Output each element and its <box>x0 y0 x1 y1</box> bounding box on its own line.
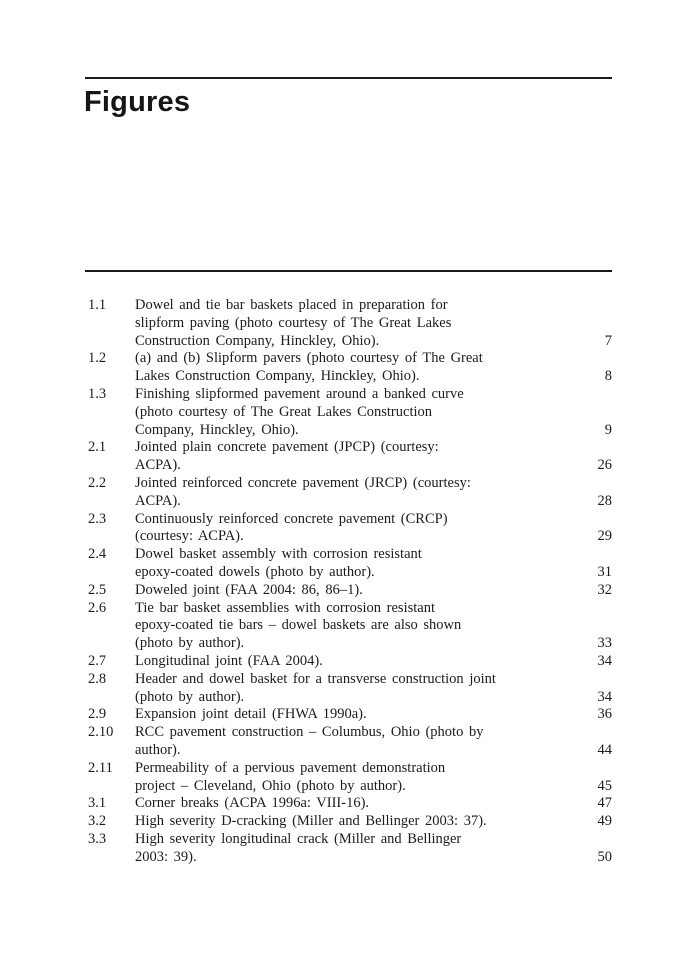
figure-caption: Finishing slipformed pavement around a banked curve (photo courtesy of The Great Lakes Construction Company, Hinckley, Ohio). <box>135 385 464 438</box>
figure-page-number: 49 <box>597 813 612 830</box>
figure-page-number: 32 <box>597 581 612 598</box>
figure-entry <box>88 760 612 796</box>
figure-caption: Dowel basket assembly with corrosion resistant epoxy-coated dowels (photo by author). <box>135 546 422 580</box>
figure-page-number: 34 <box>597 652 612 669</box>
figure-number: 1.3 <box>88 385 107 402</box>
figure-number: 3.3 <box>88 830 107 847</box>
figure-number: 2.5 <box>88 581 107 598</box>
figure-entry <box>88 350 612 386</box>
figure-caption: Jointed reinforced concrete pavement (JRCP) (courtesy: ACPA). <box>135 474 471 509</box>
figure-caption: Corner breaks (ACPA 1996a: VIII-16). <box>135 795 370 812</box>
figure-entry <box>88 653 612 671</box>
figure-caption: RCC pavement construction – Columbus, Ohio (photo by author). <box>135 724 484 758</box>
figure-caption: Tie bar basket assemblies with corrosion resistant epoxy-coated tie bars – dowel baskets are also shown (photo by author). <box>135 599 462 652</box>
figure-page-number: 29 <box>597 528 612 545</box>
figure-entry <box>88 475 612 511</box>
top-rule <box>85 77 612 79</box>
figure-number: 3.2 <box>88 813 107 830</box>
figure-page-number: 31 <box>597 563 612 580</box>
figure-page-number: 36 <box>597 706 612 723</box>
figure-caption: High severity longitudinal crack (Miller and Bellinger 2003: 39). <box>135 830 462 865</box>
figure-page-number: 28 <box>597 492 612 509</box>
figure-page-number: 9 <box>604 421 612 438</box>
figure-number: 1.2 <box>88 350 107 367</box>
figure-page-number: 50 <box>597 848 612 865</box>
figure-page-number: 8 <box>604 368 612 385</box>
figure-number: 2.8 <box>88 670 107 687</box>
figure-entry <box>88 813 612 831</box>
figure-page-number: 26 <box>597 457 612 474</box>
figure-caption: Expansion joint detail (FHWA 1990a). <box>135 706 367 723</box>
figure-caption: Permeability of a pervious pavement demonstration project – Cleveland, Ohio (photo by author). <box>135 759 446 794</box>
figure-page-number: 47 <box>597 795 612 812</box>
figure-caption: Continuously reinforced concrete pavement (CRCP) (courtesy: ACPA). <box>135 510 448 545</box>
figure-page-number: 7 <box>604 332 612 349</box>
figure-page-number: 34 <box>597 688 612 705</box>
figure-entry <box>88 511 612 547</box>
figure-entry <box>88 439 612 475</box>
figure-entry <box>88 795 612 813</box>
figure-caption: Longitudinal joint (FAA 2004). <box>135 652 323 669</box>
figure-number: 2.6 <box>88 599 107 616</box>
figure-number: 2.10 <box>88 724 114 741</box>
figure-number: 2.9 <box>88 706 107 723</box>
figure-caption: High severity D-cracking (Miller and Bellinger 2003: 37). <box>135 813 487 830</box>
figure-caption: Doweled joint (FAA 2004: 86, 86–1). <box>135 581 363 598</box>
figure-page-number: 33 <box>597 635 612 652</box>
figure-caption: Dowel and tie bar baskets placed in preparation for slipform paving (photo courtesy of The Great Lakes Construction Company, Hinckley, Ohio). <box>135 297 452 349</box>
figure-page-number: 45 <box>597 777 612 794</box>
figure-caption: Jointed plain concrete pavement (JPCP) (courtesy: ACPA). <box>135 439 439 474</box>
figure-number: 2.2 <box>88 474 107 491</box>
figure-entry <box>88 600 612 653</box>
figure-list <box>88 297 612 867</box>
figure-caption: (a) and (b) Slipform pavers (photo courtesy of The Great Lakes Construction Company, Hinckley, Ohio). <box>135 350 483 385</box>
figure-number: 1.1 <box>88 297 107 313</box>
figure-entry <box>88 582 612 600</box>
figure-number: 2.7 <box>88 652 107 669</box>
page-title: Figures <box>84 86 191 118</box>
figure-entry <box>88 724 612 760</box>
figure-entry <box>88 297 612 350</box>
figure-entry <box>88 386 612 439</box>
figure-caption: Header and dowel basket for a transverse construction joint (photo by author). <box>135 670 496 705</box>
mid-rule <box>85 270 612 272</box>
figure-number: 3.1 <box>88 795 107 812</box>
figure-entry <box>88 831 612 867</box>
figure-page-number: 44 <box>597 741 612 758</box>
figure-entry <box>88 671 612 707</box>
figure-number: 2.4 <box>88 546 107 563</box>
figure-entry <box>88 706 612 724</box>
figure-number: 2.3 <box>88 510 107 527</box>
figure-entry <box>88 546 612 582</box>
figure-number: 2.11 <box>88 759 113 776</box>
figure-number: 2.1 <box>88 439 107 456</box>
